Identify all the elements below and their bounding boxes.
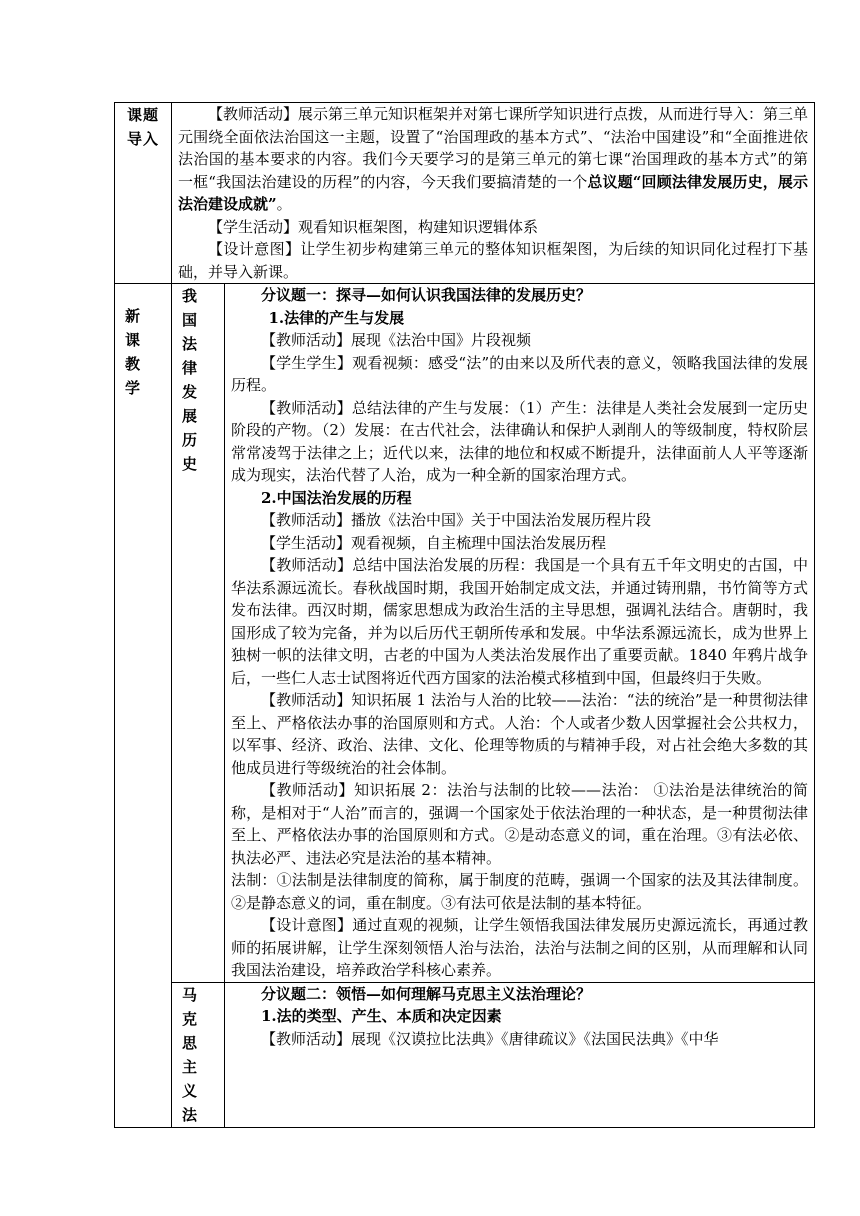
intro-content — [172, 103, 815, 284]
issue1-p3: 【教师活动】总结法律的产生与发展：（1）产生：法律是人类社会发展到一定历史阶段的产物。（2）发展：在古代社会，法律确认和保护人剥削人的等级制度，特权阶层常常凌驾于法律之上；近代以来，法律的地位和权威不断提升，法律面前人人平等逐渐成为现实，法治代替了人治，成为一种全新的国家治理方式。 — [231, 398, 808, 484]
lesson-plan-table — [114, 102, 815, 1128]
issue1-title: 分议题一：探寻—如何认识我国法律的发展历史？ — [261, 286, 592, 304]
intro-design-intent: 【设计意图】让学生初步构建第三单元的整体知识框架图，为后续的知识同化过程打下基础，并导入新课。 — [178, 240, 808, 281]
section1-content — [225, 284, 815, 983]
issue1-p8b: 法制：①法制是法律制度的简称，属于制度的范畴，强调一个国家的法及其法律制度。②是静态意义的词，重在制度。③有法可依是法制的基本特征。 — [231, 871, 808, 912]
issue1-p6: 【教师活动】总结中国法治发展的历程：我国是一个具有五千年文明史的古国，中华法系源远流长。春秋战国时期，我国开始制定成文法，并通过铸刑鼎，书竹简等方式发布法律。西汉时期，儒家思想成为政治生活的主导思想，强调礼法结合。唐朝时，我国形成了较为完备，并为以后历代王朝所传承和发展。中华法系源远流长，成为世界上独树一帜的法律文明，古老的中国为人类法治发展作出了重要贡献。1840 年鸦片战争后，一些仁人志士试图将近代西方国家的法治模式移植到中国，但最终归于失败。 — [231, 556, 808, 687]
issue1-p1: 【教师活动】展现《法治中国》片段视频 — [261, 331, 532, 349]
new-lesson-label: 新 课 教 学 — [115, 284, 172, 1128]
intro-row — [115, 103, 815, 284]
section1-label: 我 国 法 律 发 展 历 史 — [172, 284, 225, 983]
issue1-p2: 【学生学生】观看视频：感受“法”的由来以及所代表的意义，领略我国法律的发展历程。 — [231, 353, 808, 394]
issue2-sub1-title: 1.法的类型、产生、本质和决定因素 — [261, 1007, 502, 1025]
issue1-sub1-title: 1.法律的产生与发展 — [268, 308, 405, 327]
issue1-p9: 【设计意图】通过直观的视频，让学生领悟我国法律发展历史源远流长，再通过教师的拓展讲解，让学生深刻领悟人治与法治，法治与法制之间的区别，从而理解和认同我国法治建设，培养政治学科核心素养。 — [231, 916, 808, 979]
issue2-p1: 【教师活动】展现《汉谟拉比法典》《唐律疏议》《法国民法典》《中华 — [261, 1029, 719, 1048]
section2-row — [115, 982, 815, 1127]
section2-content — [225, 982, 815, 1127]
intro-student-activity: 【学生活动】观看知识框架图，构建知识逻辑体系 — [208, 217, 539, 236]
core-issue-prefix: 总议题 — [587, 172, 633, 191]
issue1-p5: 【学生活动】观看视频，自主梳理中国法治发展历程 — [261, 533, 607, 552]
issue1-p4: 【教师活动】播放《法治中国》关于中国法治发展历程片段 — [261, 511, 652, 529]
issue2-title: 分议题二：领悟—如何理解马克思主义法治理论？ — [261, 984, 592, 1003]
intro-label: 课题导入 — [115, 103, 172, 284]
issue1-sub2-title: 2.中国法治发展的历程 — [261, 488, 412, 507]
intro-teacher-activity: 【教师活动】展示第三单元知识框架并对第七课所学知识进行点拨，从而进行导入：第三单元围绕全面依法治国这一主题，设置了“治国理政的基本方式”、“法治中国建设”和“全面推进依法治国的基本要求的内容。我们今天要学习的是第三单元的第七课“治国理政的基本方式”的第一框“我国法治建设的历程”的内容，今天我们要搞清楚的一个总议题“回顾法律发展历史，展示法治建设成就”。 — [178, 105, 809, 213]
core-issue: “回顾法律发展历史，展示法治建设成就” — [178, 172, 808, 213]
section2-label: 马 克 思 主 义 法 — [172, 982, 225, 1127]
issue1-p7: 【教师活动】知识拓展 1 法治与人治的比较——法治：“法的统治”是一种贯彻法律至上、严格依法办事的治国原则和方式。人治：个人或者少数人因掌握社会公共权力，以军事、经济、政治、法律、文化、伦理等物质的与精神手段，对占社会绝大多数的其他成员进行等级统治的社会体制。 — [231, 691, 808, 777]
issue1-p8a: 【教师活动】知识拓展 2：法治与法制的比较——法治： ①法治是法律统治的简称，是相对于“人治”而言的，强调一个国家处于依法治理的一种状态，是一种贯彻法律至上、严格依法办事的治国原则和方式。②是动态意义的词，重在治理。③有法必依、执法必严、违法必究是法治的基本精神。 — [231, 781, 808, 867]
section1-row — [115, 284, 815, 983]
